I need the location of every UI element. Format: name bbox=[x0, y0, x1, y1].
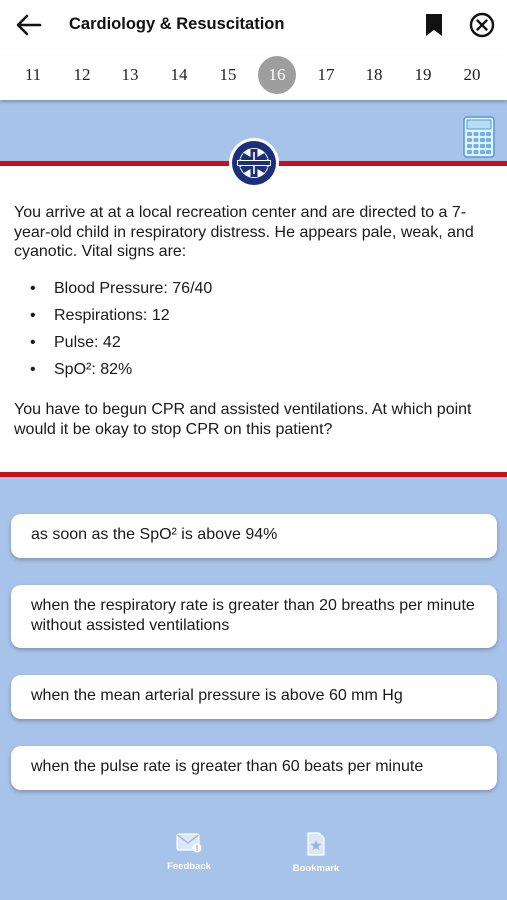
page-13[interactable]: 13 bbox=[121, 65, 139, 84]
bullet-icon: • bbox=[30, 334, 36, 351]
vital-respirations: Respirations: 12 bbox=[54, 307, 170, 324]
question-intro: You arrive at at a local recreation center and are directed to a 7-year-old child in respiratory distress. He appears pale, weak, and cyanotic. Vital signs are: bbox=[14, 204, 474, 260]
vital-blood-pressure: Blood Pressure: 76/40 bbox=[54, 280, 213, 297]
calculator-icon[interactable] bbox=[463, 116, 495, 158]
star-of-life-logo bbox=[228, 137, 280, 189]
page-19[interactable]: 19 bbox=[414, 65, 432, 84]
answer-option-4[interactable]: when the pulse rate is greater than 60 beats per minute bbox=[11, 746, 497, 790]
vital-item bbox=[30, 333, 212, 360]
page-20[interactable]: 20 bbox=[463, 65, 481, 84]
bottom-divider-line bbox=[0, 472, 507, 477]
vital-pulse: Pulse: 42 bbox=[54, 334, 121, 351]
feedback-envelope-icon bbox=[176, 832, 202, 854]
page-12[interactable]: 12 bbox=[73, 65, 91, 84]
back-arrow-icon[interactable] bbox=[14, 11, 44, 39]
vital-item bbox=[30, 360, 212, 387]
page-14[interactable]: 14 bbox=[170, 65, 188, 84]
question-prompt: You have to begun CPR and assisted ventilations. At which point would it be okay to stop CPR on this patient? bbox=[14, 401, 472, 438]
answer-option-2[interactable]: when the respiratory rate is greater than 20 breaths per minute without assisted ventilations bbox=[11, 585, 497, 648]
feedback-button[interactable] bbox=[154, 832, 224, 872]
answer-option-3[interactable]: when the mean arterial pressure is above 60 mm Hg bbox=[11, 675, 497, 719]
question-panel bbox=[0, 166, 507, 472]
top-bar bbox=[0, 0, 507, 50]
bookmark-label: Bookmark bbox=[292, 863, 340, 874]
page-16-current[interactable]: 16 bbox=[258, 56, 296, 94]
answer-option-1[interactable]: as soon as the SpO² is above 94% bbox=[11, 514, 497, 558]
page-title: Cardiology & Resuscitation bbox=[69, 15, 285, 33]
question-pager bbox=[0, 50, 507, 100]
vitals-list bbox=[30, 279, 212, 387]
bullet-icon: • bbox=[30, 307, 36, 324]
page-11[interactable]: 11 bbox=[24, 65, 42, 84]
vital-spo2: SpO²: 82% bbox=[54, 361, 133, 378]
bookmark-document-icon bbox=[305, 832, 327, 856]
vital-item bbox=[30, 279, 212, 306]
vital-item bbox=[30, 306, 212, 333]
page-17[interactable]: 17 bbox=[317, 65, 335, 84]
page-18[interactable]: 18 bbox=[365, 65, 383, 84]
bullet-icon: • bbox=[30, 280, 36, 297]
close-icon[interactable] bbox=[469, 12, 495, 38]
bookmark-icon[interactable] bbox=[423, 12, 445, 38]
bookmark-button[interactable] bbox=[281, 832, 351, 874]
page-15[interactable]: 15 bbox=[219, 65, 237, 84]
feedback-label: Feedback bbox=[167, 861, 211, 872]
bullet-icon: • bbox=[30, 361, 36, 378]
